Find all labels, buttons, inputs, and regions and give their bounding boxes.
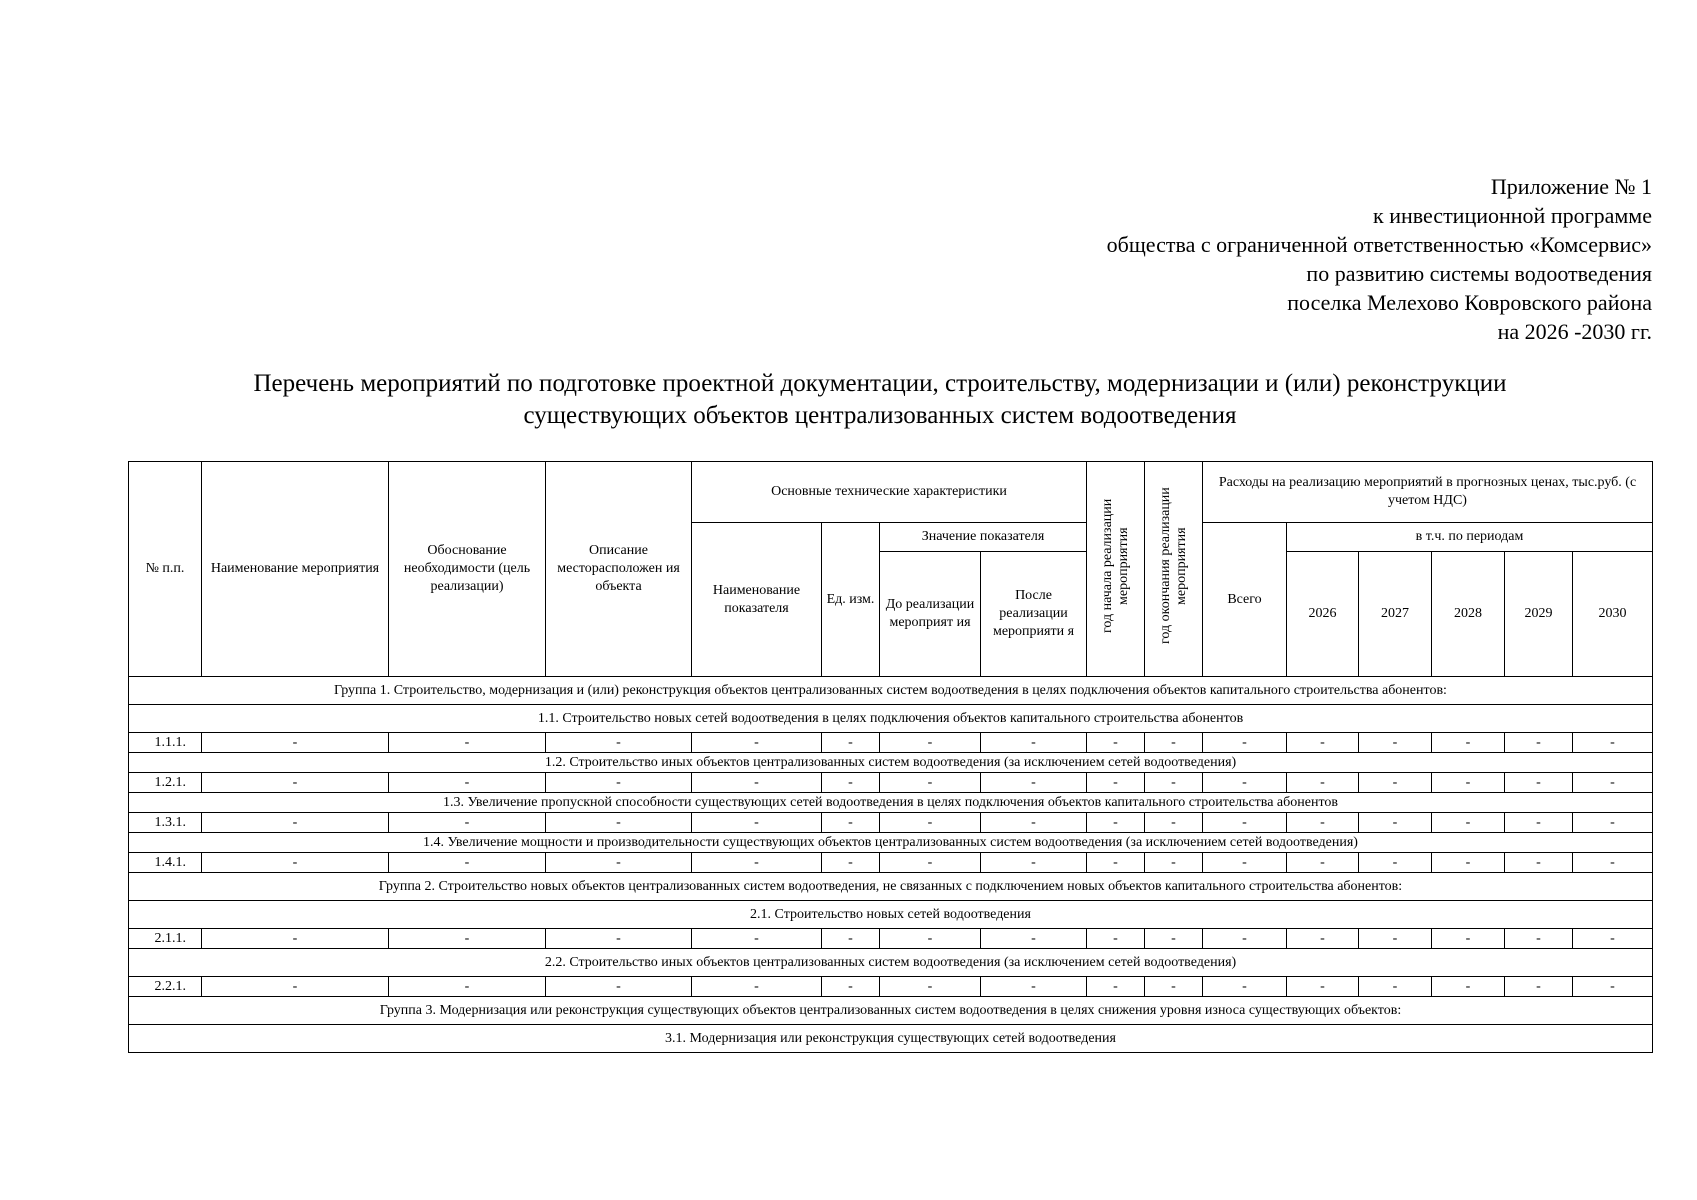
table-cell: - (1203, 813, 1287, 833)
table-cell: - (1573, 977, 1653, 997)
header-justification: Обоснование необходимости (цель реализации) (389, 462, 546, 677)
table-cell: - (1145, 929, 1203, 949)
table-cell: - (202, 813, 389, 833)
table-cell: - (1573, 853, 1653, 873)
table-cell: - (1287, 977, 1359, 997)
table-cell: - (1432, 929, 1505, 949)
table-cell: - (822, 853, 880, 873)
table-cell: - (202, 773, 389, 793)
header-costs: Расходы на реализацию мероприятий в прогнозных ценах, тыс.руб. (с учетом НДС) (1203, 462, 1653, 523)
header-name: Наименование мероприятия (202, 462, 389, 677)
table-cell: - (1287, 733, 1359, 753)
document-title (125, 368, 1635, 432)
table-cell: - (389, 977, 546, 997)
table-cell: - (1203, 929, 1287, 949)
table-cell: - (1087, 853, 1145, 873)
table-cell: - (1432, 773, 1505, 793)
table-cell: - (1505, 977, 1573, 997)
table-cell: - (1287, 813, 1359, 833)
table-cell: - (981, 977, 1087, 997)
table-cell: - (1359, 853, 1432, 873)
table-cell: - (1145, 853, 1203, 873)
table-cell: - (1087, 773, 1145, 793)
table-cell: - (202, 853, 389, 873)
table-cell: - (1287, 929, 1359, 949)
header-year: 2027 (1359, 552, 1432, 677)
header-num: № п.п. (129, 462, 202, 677)
header-year-end-text: год окончания реализации мероприятия (1157, 487, 1189, 645)
header-before: До реализации мероприят ия (880, 552, 981, 677)
table-cell: - (1359, 733, 1432, 753)
appendix-line: поселка Мелехово Ковровского района (1287, 290, 1652, 315)
subgroup-2-2-row: 2.2. Строительство иных объектов централизованных систем водоотведения (за исключением сетей водоотведения) (129, 949, 1653, 977)
table-cell: - (1432, 853, 1505, 873)
header-total: Всего (1203, 523, 1287, 677)
row-number-cell: 1.3.1. (129, 813, 202, 833)
table-cell: - (1505, 733, 1573, 753)
table-cell: - (1505, 813, 1573, 833)
row-number-cell: 1.4.1. (129, 853, 202, 873)
table-cell: - (1359, 813, 1432, 833)
table-cell: - (1087, 977, 1145, 997)
title-line-2: существующих объектов централизованных систем водоотведения (523, 402, 1237, 429)
row-number-cell: 2.2.1. (129, 977, 202, 997)
table-row (129, 929, 1653, 949)
table-row (129, 813, 1653, 833)
subgroup-3-1-row: 3.1. Модернизация или реконструкция существующих сетей водоотведения (129, 1025, 1653, 1053)
table-cell: - (1573, 813, 1653, 833)
table-cell: - (546, 813, 692, 833)
table-cell: - (880, 773, 981, 793)
appendix-line: Приложение № 1 (1490, 174, 1652, 199)
header-year-start-text: год начала реализации мероприятия (1099, 498, 1131, 634)
table-cell: - (389, 773, 546, 793)
table-cell: - (1573, 773, 1653, 793)
table-cell: - (1087, 733, 1145, 753)
table-cell: - (202, 977, 389, 997)
table-cell: - (822, 929, 880, 949)
group-2-row: Группа 2. Строительство новых объектов централизованных систем водоотведения, не связанных с подключением новых объектов капитального строительства абонентов: (129, 873, 1653, 901)
table-cell: - (546, 853, 692, 873)
table-row (129, 977, 1653, 997)
header-year: 2028 (1432, 552, 1505, 677)
header-indicator-value: Значение показателя (880, 523, 1087, 552)
measures-table (128, 461, 1653, 1053)
table-cell: - (1505, 929, 1573, 949)
table-cell: - (1359, 929, 1432, 949)
table-cell: - (389, 929, 546, 949)
header-by-periods: в т.ч. по периодам (1287, 523, 1653, 552)
table-cell: - (1432, 813, 1505, 833)
table-cell: - (880, 853, 981, 873)
table-row (129, 733, 1653, 753)
table-cell: - (692, 977, 822, 997)
group-1-row: Группа 1. Строительство, модернизация и (или) реконструкция объектов централизованных систем водоотведения в целях подключения объектов капитального строительства абонентов: (129, 677, 1653, 705)
table-cell: - (1203, 853, 1287, 873)
appendix-line: общества с ограниченной ответственностью «Комсервис» (1106, 232, 1652, 257)
table-cell: - (546, 977, 692, 997)
row-number-cell: 1.1.1. (129, 733, 202, 753)
subgroup-1-2-row: 1.2. Строительство иных объектов централизованных систем водоотведения (за исключением сетей водоотведения) (129, 753, 1653, 773)
header-indicator-name: Наименование показателя (692, 523, 822, 677)
table-cell: - (692, 813, 822, 833)
row-number-cell: 1.2.1. (129, 773, 202, 793)
table-cell: - (1203, 733, 1287, 753)
table-cell: - (546, 773, 692, 793)
table-cell: - (692, 853, 822, 873)
table-cell: - (822, 977, 880, 997)
table-cell: - (880, 733, 981, 753)
table-cell: - (202, 733, 389, 753)
table-cell: - (692, 773, 822, 793)
table-cell: - (546, 733, 692, 753)
header-after: После реализации мероприяти я (981, 552, 1087, 677)
table-cell: - (1145, 977, 1203, 997)
header-year: 2030 (1573, 552, 1653, 677)
table-cell: - (389, 853, 546, 873)
subgroup-1-4-row: 1.4. Увеличение мощности и производительности существующих объектов централизованных систем водоотведения (за исключением сетей водоотведения) (129, 833, 1653, 853)
table-cell: - (1145, 733, 1203, 753)
table-cell: - (1505, 853, 1573, 873)
table-cell: - (822, 773, 880, 793)
appendix-line: к инвестиционной программе (1373, 203, 1652, 228)
table-cell: - (692, 733, 822, 753)
subgroup-1-3-row: 1.3. Увеличение пропускной способности существующих сетей водоотведения в целях подключения объектов капитального строительства абонентов (129, 793, 1653, 813)
table-cell: - (880, 929, 981, 949)
group-3-row: Группа 3. Модернизация или реконструкция существующих объектов централизованных систем водоотведения в целях снижения уровня износа существующих объектов: (129, 997, 1653, 1025)
table-cell: - (1287, 773, 1359, 793)
header-unit: Ед. изм. (822, 523, 880, 677)
appendix-line: по развитию системы водоотведения (1306, 261, 1652, 286)
table-cell: - (1087, 813, 1145, 833)
table-cell: - (981, 929, 1087, 949)
table-cell: - (546, 929, 692, 949)
table-cell: - (822, 733, 880, 753)
table-cell: - (822, 813, 880, 833)
appendix-header (952, 172, 1652, 346)
table-cell: - (389, 813, 546, 833)
table-cell: - (880, 977, 981, 997)
table-cell: - (1359, 773, 1432, 793)
table-cell: - (981, 853, 1087, 873)
table-cell: - (1573, 929, 1653, 949)
subgroup-2-1-row: 2.1. Строительство новых сетей водоотведения (129, 901, 1653, 929)
table-cell: - (1203, 773, 1287, 793)
table-row (129, 853, 1653, 873)
table-cell: - (389, 733, 546, 753)
table-cell: - (692, 929, 822, 949)
table-cell: - (981, 813, 1087, 833)
header-year: 2026 (1287, 552, 1359, 677)
table-cell: - (1203, 977, 1287, 997)
header-year-start (1087, 462, 1145, 677)
table-row (129, 773, 1653, 793)
table-cell: - (981, 773, 1087, 793)
table-cell: - (1145, 773, 1203, 793)
header-year-end (1145, 462, 1203, 677)
table-cell: - (1573, 733, 1653, 753)
table-cell: - (1432, 733, 1505, 753)
table-cell: - (1432, 977, 1505, 997)
table-cell: - (202, 929, 389, 949)
row-number-cell: 2.1.1. (129, 929, 202, 949)
header-year: 2029 (1505, 552, 1573, 677)
table-cell: - (1087, 929, 1145, 949)
header-tech: Основные технические характеристики (692, 462, 1087, 523)
table-cell: - (1505, 773, 1573, 793)
title-line-1: Перечень мероприятий по подготовке проектной документации, строительству, модернизации и (или) реконструкции (253, 370, 1507, 397)
table-cell: - (880, 813, 981, 833)
table-cell: - (1145, 813, 1203, 833)
appendix-line: на 2026 -2030 гг. (1497, 319, 1652, 344)
table-cell: - (1287, 853, 1359, 873)
subgroup-1-1-row: 1.1. Строительство новых сетей водоотведения в целях подключения объектов капитального строительства абонентов (129, 705, 1653, 733)
table-cell: - (1359, 977, 1432, 997)
table-cell: - (981, 733, 1087, 753)
header-location: Описание месторасположен ия объекта (546, 462, 692, 677)
